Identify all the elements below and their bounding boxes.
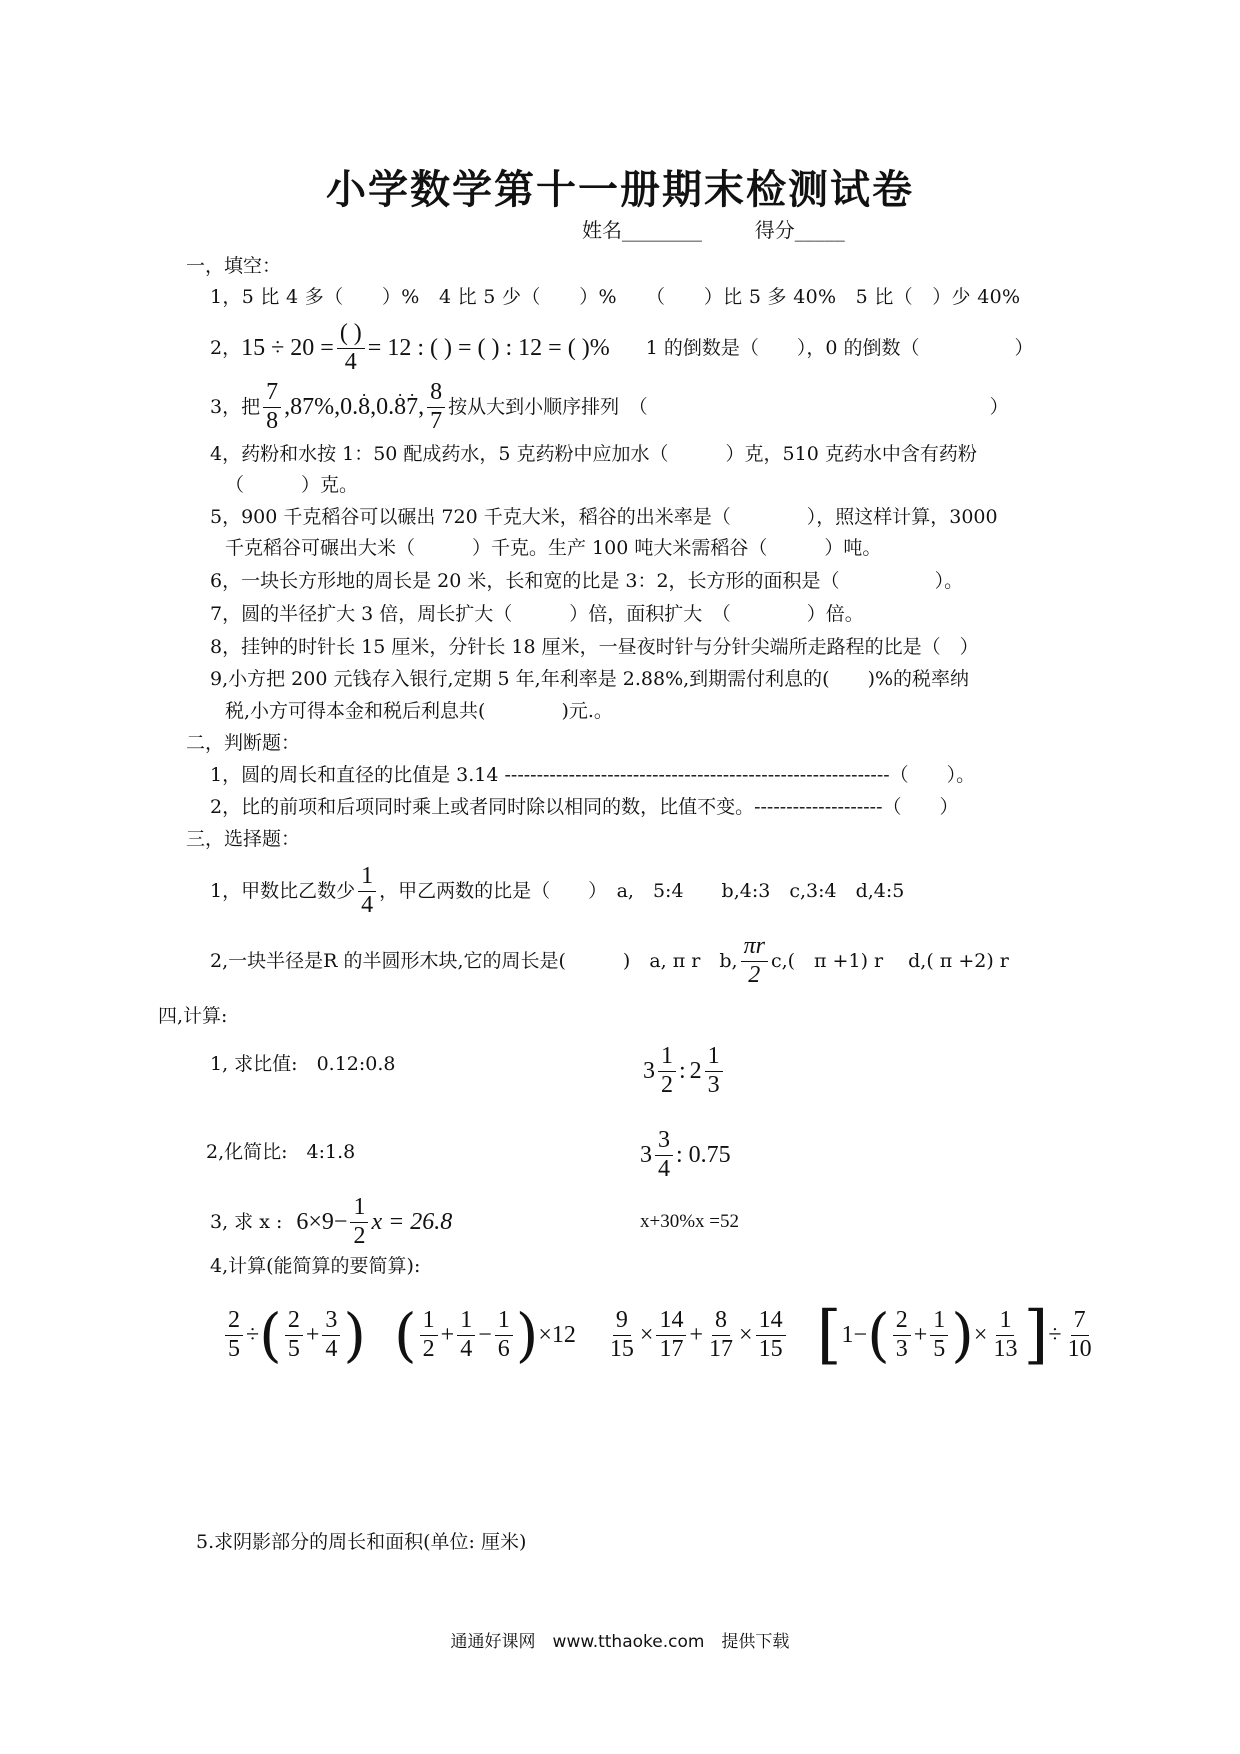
r3-expr-b: x = 26.8: [371, 1209, 453, 1235]
e4-lbracket: [: [816, 1298, 842, 1372]
s3-q2-num: πr: [741, 933, 768, 962]
q2-fraction-num: ( ): [337, 320, 365, 349]
r3-num: 1: [350, 1194, 368, 1223]
s2-question-2: 2，比的前项和后项同时乘上或者同时除以相同的数，比值不变。--------------------（ ）: [210, 796, 959, 818]
e4-a-den: 3: [895, 1335, 908, 1362]
score-field-label: 得分_____: [754, 218, 845, 242]
e4-frac-b: [930, 1307, 948, 1363]
r1-whole-1: 3: [643, 1058, 655, 1084]
q2-expr-b: = 12 : ( ) = ( ) : 12 = ( )%: [367, 335, 610, 361]
s1-question-4-line-2: （ ）克。: [225, 474, 359, 496]
q2-fraction-den: 4: [344, 348, 357, 375]
e2-minus: −: [478, 1322, 492, 1348]
page-title: 小学数学第十一册期末检测试卷: [326, 167, 914, 213]
e2-tail: ×12: [538, 1322, 576, 1348]
e4-b-den: 5: [933, 1335, 946, 1362]
q2-fraction: [337, 320, 365, 376]
s4-row-3-left: [210, 1188, 452, 1256]
r2-tail: : 0.75: [676, 1142, 731, 1168]
e4-div: ÷: [1048, 1322, 1062, 1348]
e4-rparen: ): [951, 1301, 974, 1369]
e1-c-num: 3: [322, 1307, 340, 1336]
s1-question-3: 3，把 $\frac{7}{8}$ ,87%,0. 8 · ,0. 8 · 7 · , $\frac{8}{7}$ 按从大到小顺序排列 （ ）: [210, 378, 1009, 436]
s1-question-5-line-1: 5，900 千克稻谷可以碾出 720 千克大米，稻谷的出米率是（ ），照这样计算，3000: [210, 506, 998, 528]
q3-f2-den: 7: [430, 407, 443, 434]
r1-colon: :: [679, 1058, 686, 1084]
s1-question-8: 8，挂钟的时针长 15 厘米，分针长 18 厘米，一昼夜时针与分针尖端所走路程的比是（ ）: [210, 636, 979, 658]
calc-expression-1: [222, 1301, 366, 1369]
calc-expression-2: [394, 1301, 576, 1369]
q3-fraction-1: [263, 379, 281, 435]
e4-c-num: 1: [996, 1307, 1014, 1336]
e3-frac-b: [656, 1307, 686, 1363]
e2-c-den: 6: [497, 1335, 510, 1362]
s4-row-4-heading: 4,计算(能简算的要简算):: [210, 1255, 421, 1277]
s1-question-6: 6，一块长方形地的周长是 20 米，长和宽的比是 3：2，长方形的面积是（ ）。: [210, 570, 964, 592]
q3-mid-2: ,0.: [370, 394, 395, 420]
s1-question-2: [210, 318, 1033, 378]
e4-frac-a: [893, 1307, 911, 1363]
s1-question-1: 1，5 比 4 多（ ）% 4 比 5 少（ ）% （ ）比 5 多 40% 5 比（ ）少 40%: [210, 286, 1021, 308]
r1-f1-num: 1: [658, 1043, 676, 1072]
e4-frac-d: [1065, 1307, 1095, 1363]
e1-lparen: (: [259, 1301, 282, 1369]
r1-f1-den: 2: [661, 1071, 673, 1098]
e3-b-den: 17: [659, 1335, 684, 1362]
e2-lparen: (: [394, 1301, 417, 1369]
e1-rparen: ): [343, 1301, 366, 1369]
r2-den: 4: [658, 1155, 670, 1182]
e4-d-num: 7: [1071, 1307, 1089, 1336]
e3-frac-a: [607, 1307, 637, 1363]
s3-question-2: [210, 928, 1009, 994]
e3-d-num: 14: [756, 1307, 786, 1336]
q3-fraction-2: [427, 379, 445, 435]
s2-question-1: 1，圆的周长和直径的比值是 3.14 ------------------------------------------------------------（ ）。: [210, 764, 976, 786]
section-3-heading: 三，选择题：: [186, 828, 301, 850]
e4-b-num: 1: [930, 1307, 948, 1336]
e4-plus: +: [913, 1322, 928, 1348]
e1-b-den: 5: [287, 1335, 300, 1362]
e1-b-num: 2: [285, 1307, 303, 1336]
q2-number: 2，: [210, 337, 242, 359]
e1-frac-b: [285, 1307, 303, 1363]
e3-frac-c: [706, 1307, 736, 1363]
s3-q1-fraction: [358, 863, 376, 919]
e3-plus: +: [689, 1322, 704, 1348]
e3-a-den: 15: [609, 1335, 634, 1362]
e2-a-num: 1: [420, 1307, 438, 1336]
r3-den: 2: [353, 1222, 366, 1249]
e2-b-num: 1: [457, 1307, 475, 1336]
e1-div: ÷: [246, 1322, 260, 1348]
e4-c-den: 13: [993, 1335, 1018, 1362]
s3-q1-den: 4: [361, 891, 374, 918]
e4-times: ×: [973, 1322, 988, 1348]
e2-rparen: ): [515, 1301, 539, 1369]
e4-one-minus: 1−: [841, 1322, 868, 1348]
page-footer: 通通好课网 www.tthaoke.com 提供下载: [450, 1632, 790, 1652]
q3-repeating-digit-1: 8 ·: [358, 393, 370, 421]
r1-f2-num: 1: [705, 1043, 723, 1072]
e3-c-den: 17: [709, 1335, 734, 1362]
q2-expr-a: 15 ÷ 20 =: [241, 335, 334, 361]
s4-row-1-right: [643, 1036, 726, 1106]
s1-question-4-line-1: 4，药粉和水按 1：50 配成药水，5 克药粉中应加水（ ）克，510 克药水中含有药粉: [210, 443, 977, 465]
e1-frac-a: [225, 1307, 243, 1363]
e2-c-num: 1: [495, 1307, 513, 1336]
calc-expressions: [222, 1295, 1098, 1375]
q3-repeating-digit-2: 8 ·: [394, 393, 406, 421]
section-4-heading: 四,计算:: [158, 1005, 228, 1027]
q3-mid-1: ,87%,0.: [284, 394, 359, 420]
e1-a-num: 2: [225, 1307, 243, 1336]
e3-a-num: 9: [613, 1307, 631, 1336]
e4-lparen: (: [867, 1301, 890, 1369]
q3-suffix: 按从大到小顺序排列 （ ）: [448, 396, 1009, 418]
q3-f1-num: 7: [263, 379, 281, 408]
name-field-label: 姓名________: [582, 218, 702, 242]
e3-frac-d: [756, 1307, 786, 1363]
e2-frac-b: [457, 1307, 475, 1363]
e4-d-den: 10: [1067, 1335, 1092, 1362]
r1-frac-2: [705, 1043, 723, 1099]
q3-prefix: 3，把: [210, 396, 261, 418]
e2-frac-c: [495, 1307, 513, 1363]
s3-q1-suffix: ，甲乙两数的比是（ ） a, 5:4 b,4:3 c,3:4 d,4:5: [379, 880, 905, 902]
calc-expression-4: [816, 1298, 1098, 1372]
r3-expr-a: 6×9−: [296, 1209, 348, 1235]
s4-question-5: 5.求阴影部分的周长和面积(单位: 厘米): [196, 1531, 527, 1553]
s3-q1-num: 1: [358, 863, 376, 892]
s4-row-2-left: 2,化简比: 4:1.8: [206, 1141, 356, 1163]
e3-c-num: 8: [712, 1307, 730, 1336]
section-2-heading: 二，判断题：: [186, 732, 301, 754]
r3-label: 3, 求 x :: [210, 1211, 283, 1233]
r1-frac-1: [658, 1043, 676, 1099]
s4-row-2-right: [640, 1120, 731, 1190]
e2-a-den: 2: [422, 1335, 435, 1362]
r2-whole: 3: [640, 1142, 652, 1168]
q3-f1-den: 8: [266, 407, 279, 434]
r3-frac: [350, 1194, 368, 1250]
s3-q2-prefix: 2,一块半径是R 的半圆形木块,它的周长是( ) a, π r b,: [210, 950, 738, 972]
q3-f2-num: 8: [427, 379, 445, 408]
s3-question-1: [210, 860, 904, 922]
s4-row-3-right: x+30%x =52: [640, 1211, 740, 1232]
calc-expression-3: [604, 1307, 789, 1363]
r1-whole-2: 2: [689, 1058, 702, 1084]
r2-frac: [655, 1127, 673, 1183]
e4-rbracket: ]: [1023, 1298, 1049, 1372]
section-1-heading: 一，填空：: [186, 255, 282, 277]
s3-q2-suffix: c,( π +1) r d,( π +2) r: [770, 950, 1009, 972]
s3-q1-prefix: 1，甲数比乙数少: [210, 880, 356, 902]
e4-frac-c: [990, 1307, 1020, 1363]
s4-row-1-left: 1, 求比值: 0.12:0.8: [210, 1053, 396, 1075]
r1-f2-den: 3: [707, 1071, 720, 1098]
e1-c-den: 4: [325, 1335, 338, 1362]
e1-frac-c: [322, 1307, 340, 1363]
e3-times-1: ×: [639, 1322, 654, 1348]
e3-d-den: 15: [758, 1335, 783, 1362]
e2-b-den: 4: [460, 1335, 473, 1362]
e1-a-den: 5: [228, 1335, 240, 1362]
e3-times-2: ×: [739, 1322, 753, 1348]
header-fields: [582, 216, 845, 244]
q2-reciprocal-text: 1 的倒数是（ ），0 的倒数（ ）: [645, 337, 1034, 359]
s3-q2-den: 2: [748, 961, 761, 988]
e3-b-num: 14: [656, 1307, 686, 1336]
s3-q2-fraction: [741, 933, 768, 989]
e2-plus: +: [440, 1322, 455, 1348]
s1-question-5-line-2: 千克稻谷可碾出大米（ ）千克。生产 100 吨大米需稻谷（ ）吨。: [225, 537, 882, 559]
r2-num: 3: [655, 1127, 673, 1156]
q3-repeating-digit-3: 7 ·: [406, 393, 418, 421]
e4-a-num: 2: [893, 1307, 911, 1336]
e1-plus: +: [305, 1322, 320, 1348]
s1-question-9-line-2: 税,小方可得本金和税后利息共( )元.。: [225, 700, 613, 722]
s1-question-7: 7，圆的半径扩大 3 倍，周长扩大（ ）倍，面积扩大 （ ）倍。: [210, 603, 864, 625]
s1-question-9-line-1: 9,小方把 200 元钱存入银行,定期 5 年,年利率是 2.88%,到期需付利息的( )%的税率纳: [210, 668, 970, 690]
e2-frac-a: [420, 1307, 438, 1363]
